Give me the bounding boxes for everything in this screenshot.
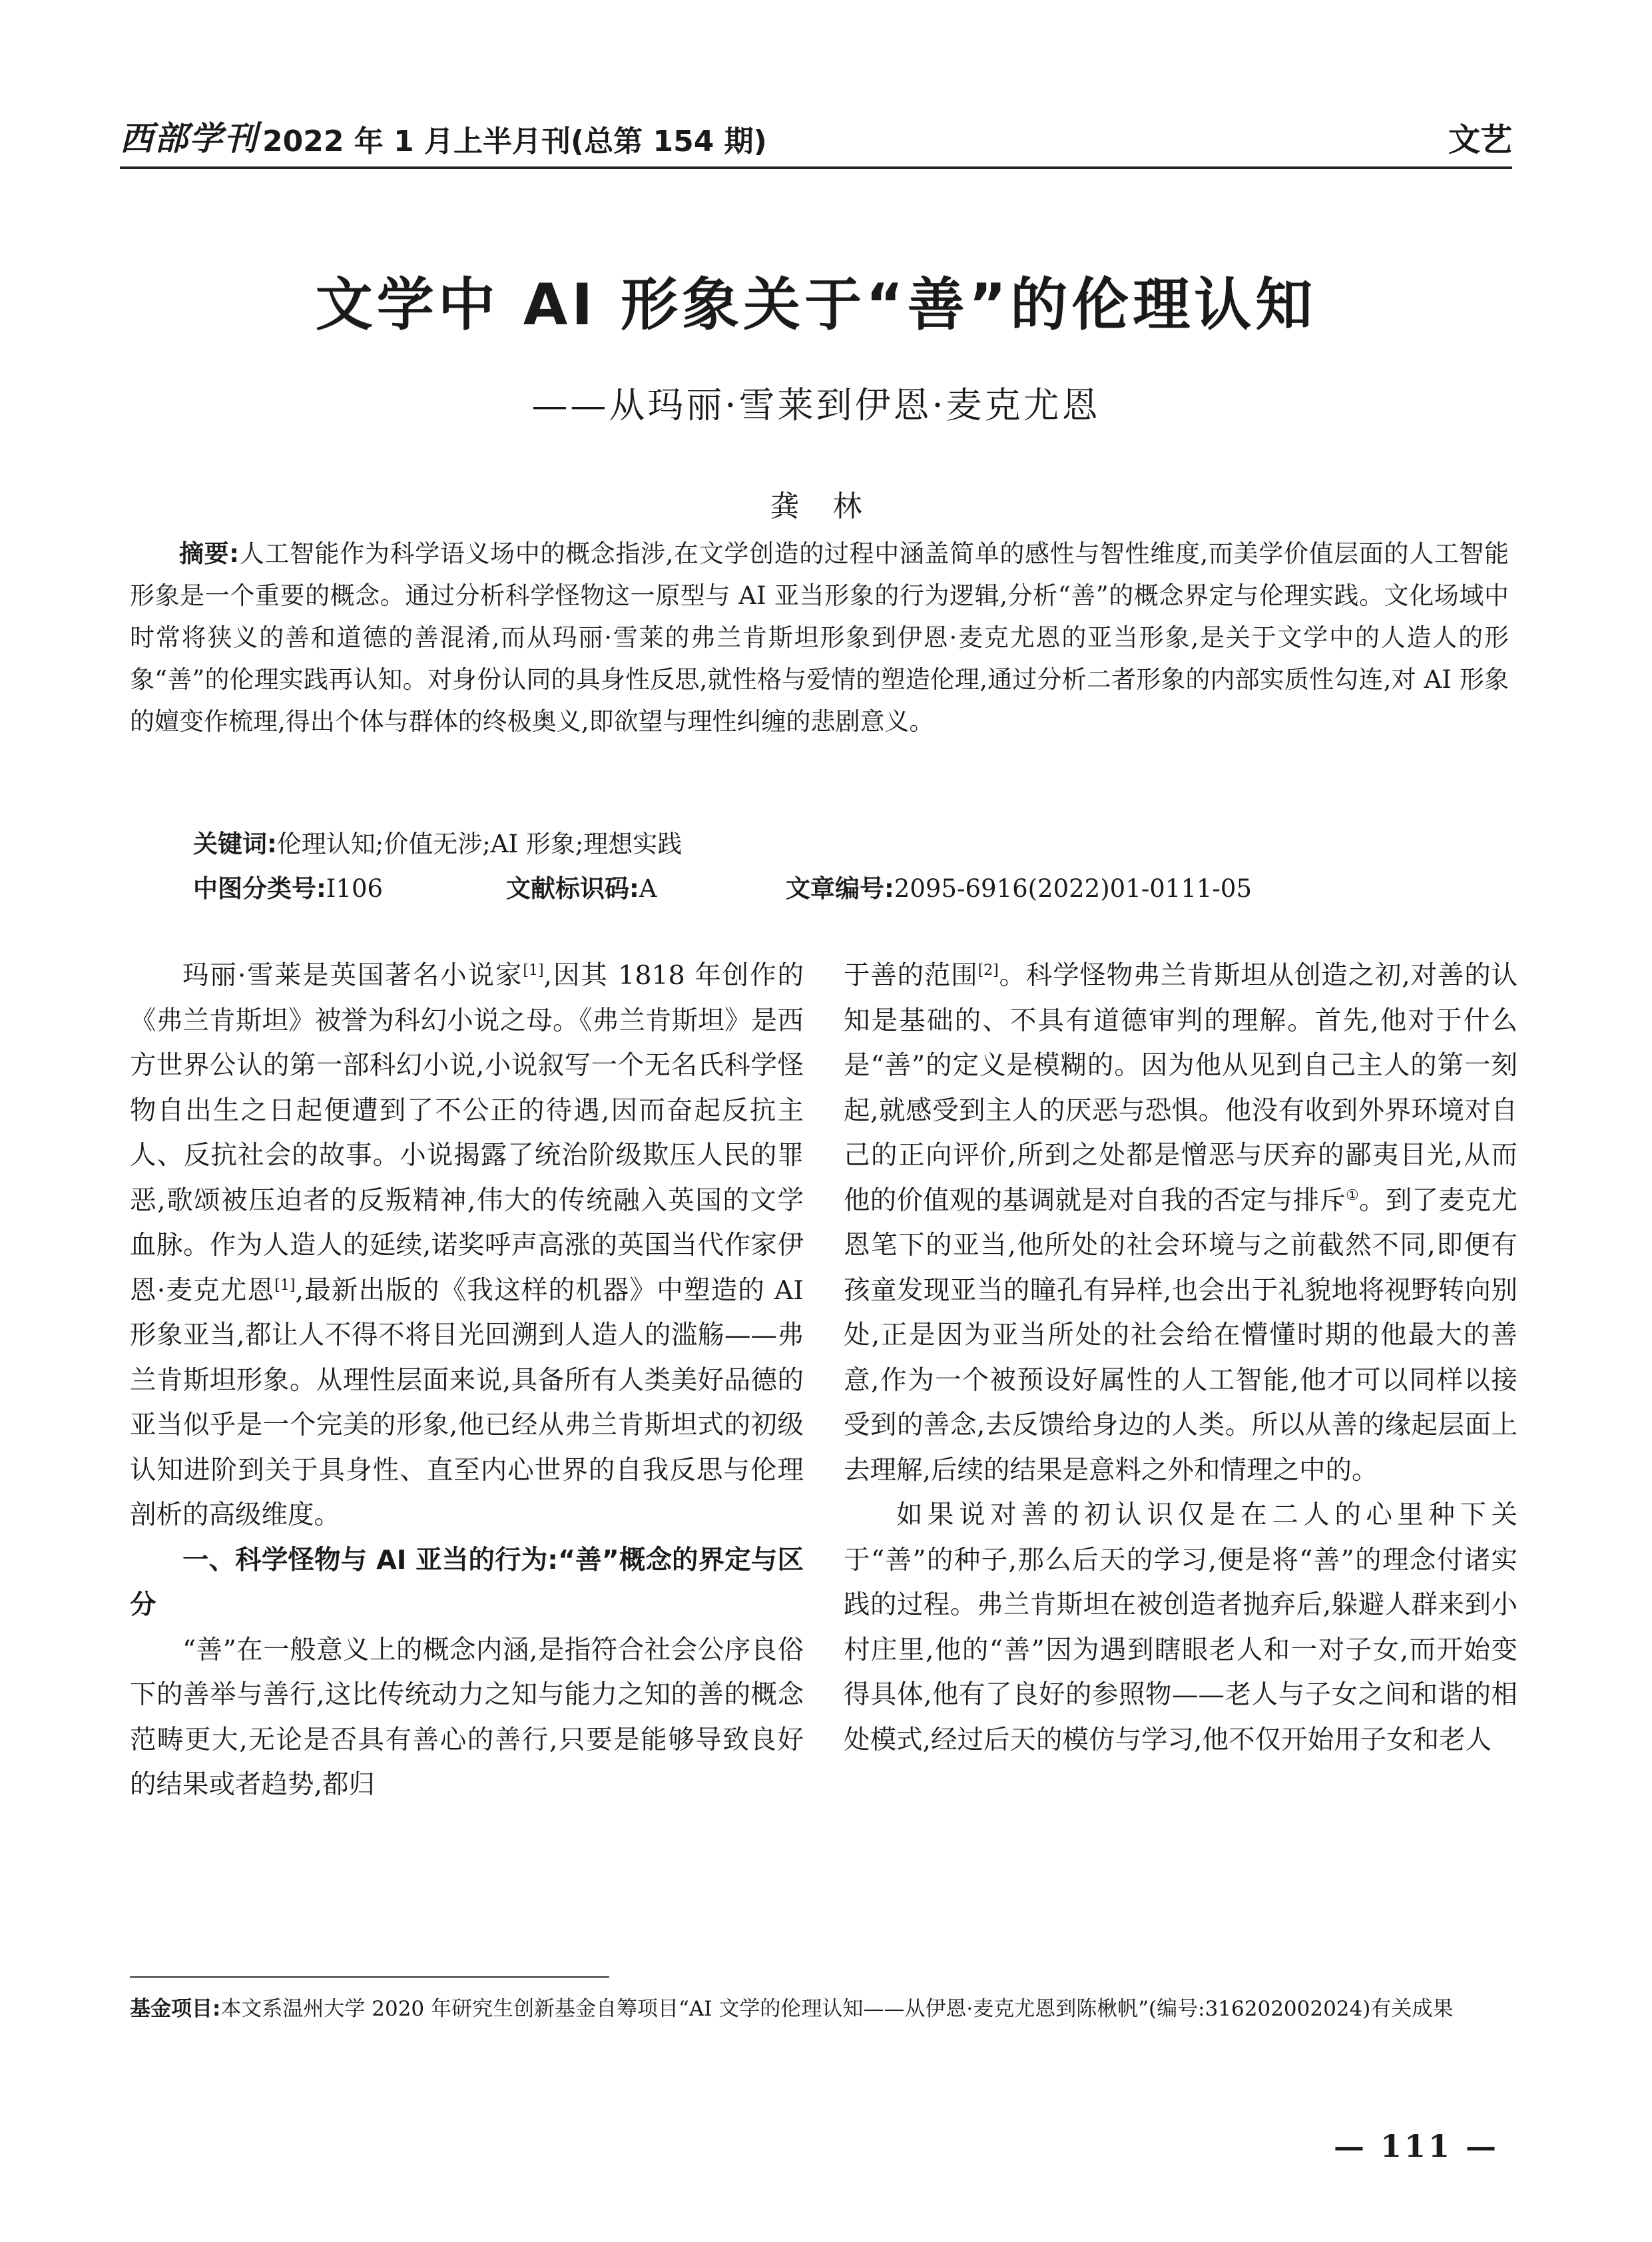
citation-ref: [2] — [977, 962, 999, 979]
article-value: 2095-6916(2022)01-0111-05 — [894, 874, 1252, 903]
body-paragraph: 如果说对善的初认识仅是在二人的心里种下关于“善”的种子,那么后天的学习,便是将“善”的理念付诸实践的过程。弗兰肯斯坦在被创造者抛弃后,躲避人群来到小村庄里,他的“善”因为遇到瞎眼老人和一对子女,而开始变得具体,他有了良好的参照物——老人与子女之间和谐的相处模式,经过后天的模仿与学习,他不仅开始用子女和老人 — [844, 1500, 1517, 1755]
paragraph-text: 玛丽·雪莱是英国著名小说家 — [182, 960, 523, 991]
paragraph-text: ,最新出版的《我这样的机器》中塑造的 AI 形象亚当,都让人不得不将目光回溯到人造人的滥觞——弗兰肯斯坦形象。从理性层面来说,具备所有人类美好品德的亚当似乎是一个完美的形象,他已经从弗兰肯斯坦式的初级认知进阶到关于具身性、直至内心世界的自我反思与伦理剖析的高级维度。 — [130, 1274, 804, 1530]
clc-label: 中图分类号: — [193, 874, 326, 903]
paragraph-text: 于善的范围 — [844, 960, 978, 991]
doc-label: 文献标识码: — [506, 874, 639, 903]
page-number: — 111 — — [1333, 2128, 1499, 2164]
paragraph-text: 。到了麦克尤恩笔下的亚当,他所处的社会环境与之前截然不同,即便有孩童发现亚当的瞳孔有异样,也会出于礼貌地将视野转向别处,正是因为亚当所处的社会给在懵懂时期的他最大的善意,作为一个被预设好属性的人工智能,他才可以同样以接受到的善念,去反馈给身边的人类。所以从善的缘起层面上去理解,后续的结果是意料之外和情理之中的。 — [844, 1185, 1517, 1486]
keywords-text: 伦理认知;价值无涉;AI 形象;理想实践 — [276, 830, 683, 858]
footnote-marker: ① — [1346, 1187, 1360, 1204]
body-column-right — [844, 954, 1517, 1934]
footnote-divider — [130, 1976, 609, 1978]
document-code — [506, 868, 786, 910]
citation-ref: [1] — [274, 1276, 296, 1294]
abstract-label: 摘要: — [179, 539, 240, 568]
article-subtitle: ——从玛丽·雪莱到伊恩·麦克尤恩 — [531, 384, 1101, 426]
body-column-left — [130, 954, 804, 1934]
footnote-label: 基金项目: — [130, 1997, 221, 2021]
article-number — [786, 868, 1252, 910]
journal-logo: 西部学刊 — [120, 119, 258, 158]
article-title: 文学中 AI 形象关于“善”的伦理认知 — [315, 272, 1317, 338]
classification-line — [193, 868, 1509, 910]
article-label: 文章编号: — [786, 874, 894, 903]
abstract-paragraph — [130, 533, 1509, 742]
keywords — [193, 823, 1509, 865]
body-paragraph — [844, 954, 1517, 1493]
section-heading: 一、科学怪物与 AI 亚当的行为:“善”概念的界定与区分 — [130, 1544, 804, 1620]
author-name: 龚林 — [770, 489, 896, 523]
keywords-label: 关键词: — [193, 830, 277, 858]
clc-number — [193, 868, 506, 910]
footnote-text: 本文系温州大学 2020 年研究生创新基金自筹项目“AI 文学的伦理认知——从伊恩·麦克尤恩到陈楸帆”(编号:316202002024)有关成果 — [220, 1997, 1454, 2021]
section-label: 文艺 — [1448, 121, 1512, 158]
running-header — [120, 112, 1512, 169]
funding-footnote — [130, 1992, 1509, 2026]
doc-value: A — [639, 874, 657, 903]
issue-info: 2022 年 1 月上半月刊(总第 154 期) — [262, 125, 767, 158]
clc-value: I106 — [326, 874, 384, 903]
abstract-text: 人工智能作为科学语义场中的概念指涉,在文学创造的过程中涵盖简单的感性与智性维度,而美学价值层面的人工智能形象是一个重要的概念。通过分析科学怪物这一原型与 AI 亚当形象的行为逻辑,分析“善”的概念界定与伦理实践。文化场域中时常将狭义的善和道德的善混淆,而从玛丽·雪莱的弗兰肯斯坦形象到伊恩·麦克尤恩的亚当形象,是关于文学中的人造人的形象“善”的伦理实践再认知。对身份认同的具身性反思,就性格与爱情的塑造伦理,通过分析二者形象的内部实质性勾连,对 AI 形象的嬗变作梳理,得出个体与群体的终极奥义,即欲望与理性纠缠的悲剧意义。 — [130, 539, 1510, 736]
paragraph-text: ,因其 1818 年创作的《弗兰肯斯坦》被誉为科幻小说之母。《弗兰肯斯坦》是西方世界公认的第一部科幻小说,小说叙写一个无名氏科学怪物自出生之日起便遭到了不公正的待遇,因而奋起反抗主人、反抗社会的故事。小说揭露了统治阶级欺压人民的罪恶,歌颂被压迫者的反叛精神,伟大的传统融入英国的文学血脉。作为人造人的延续,诺奖呼声高涨的英国当代作家伊恩·麦克尤恩 — [130, 960, 804, 1306]
journal-info — [120, 112, 767, 160]
paragraph-text: 。科学怪物弗兰肯斯坦从创造之初,对善的认知是基础的、不具有道德审判的理解。首先,他对于什么是“善”的定义是模糊的。因为他从见到自己主人的第一刻起,就感受到主人的厌恶与恐惧。他没有收到外界环境对自己的正向评价,所到之处都是憎恶与厌弃的鄙夷目光,从而他的价值观的基调就是对自我的否定与排斥 — [844, 960, 1517, 1216]
body-paragraph: “善”在一般意义上的概念内涵,是指符合社会公序良俗下的善举与善行,这比传统动力之知与能力之知的善的概念范畴更大,无论是否具有善心的善行,只要是能够导致良好的结果或者趋势,都归 — [130, 1634, 804, 1800]
body-paragraph — [130, 954, 804, 1538]
abstract — [130, 533, 1509, 742]
citation-ref: [1] — [523, 962, 544, 979]
